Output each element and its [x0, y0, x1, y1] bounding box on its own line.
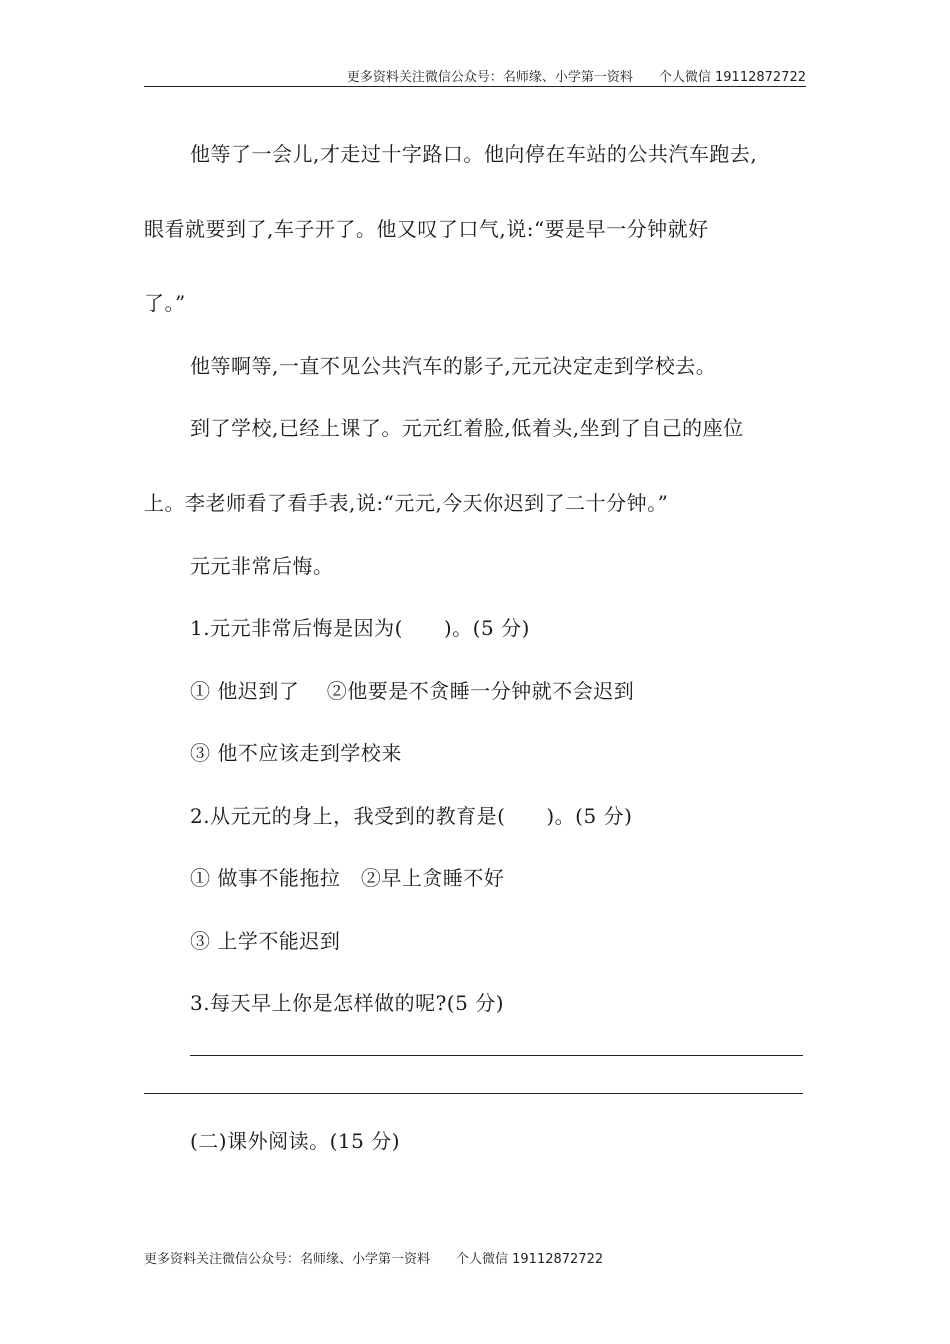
passage-line: 上。李老师看了看手表,说:“元元,今天你迟到了二十分钟。” — [144, 491, 669, 515]
question-3: 3.每天早上你是怎样做的呢?(5 分) — [190, 991, 504, 1015]
passage-line: 眼看就要到了,车子开了。他又叹了口气,说:“要是早一分钟就好 — [144, 217, 709, 241]
passage-line: 他等啊等,一直不见公共汽车的影子,元元决定走到学校去。 — [190, 354, 717, 378]
question-2: 2.从元元的身上，我受到的教育是( )。(5 分) — [190, 804, 633, 828]
answer-line[interactable] — [190, 1055, 803, 1056]
page-header: 更多资料关注微信公众号：名师缘、小学第一资料 个人微信 19112872722 — [346, 70, 806, 85]
passage-line: 到了学校,已经上课了。元元红着脸,低着头,坐到了自己的座位 — [190, 416, 744, 440]
question-1-options: ③ 他不应该走到学校来 — [190, 741, 402, 765]
passage-line: 了。” — [144, 291, 186, 315]
question-1-options: ① 他迟到了 ②他要是不贪睡一分钟就不会迟到 — [190, 679, 635, 703]
section-title: (二)课外阅读。(15 分) — [190, 1129, 401, 1153]
header-divider — [144, 86, 806, 87]
question-2-options: ③ 上学不能迟到 — [190, 929, 341, 953]
answer-line[interactable] — [144, 1093, 803, 1094]
question-1: 1.元元非常后悔是因为( )。(5 分) — [190, 616, 530, 640]
passage-line: 元元非常后悔。 — [190, 554, 334, 578]
page-footer: 更多资料关注微信公众号：名师缘、小学第一资料 个人微信 19112872722 — [144, 1252, 604, 1267]
question-2-options: ① 做事不能拖拉 ②早上贪睡不好 — [190, 866, 505, 890]
passage-line: 他等了一会儿,才走过十字路口。他向停在车站的公共汽车跑去, — [190, 142, 758, 166]
